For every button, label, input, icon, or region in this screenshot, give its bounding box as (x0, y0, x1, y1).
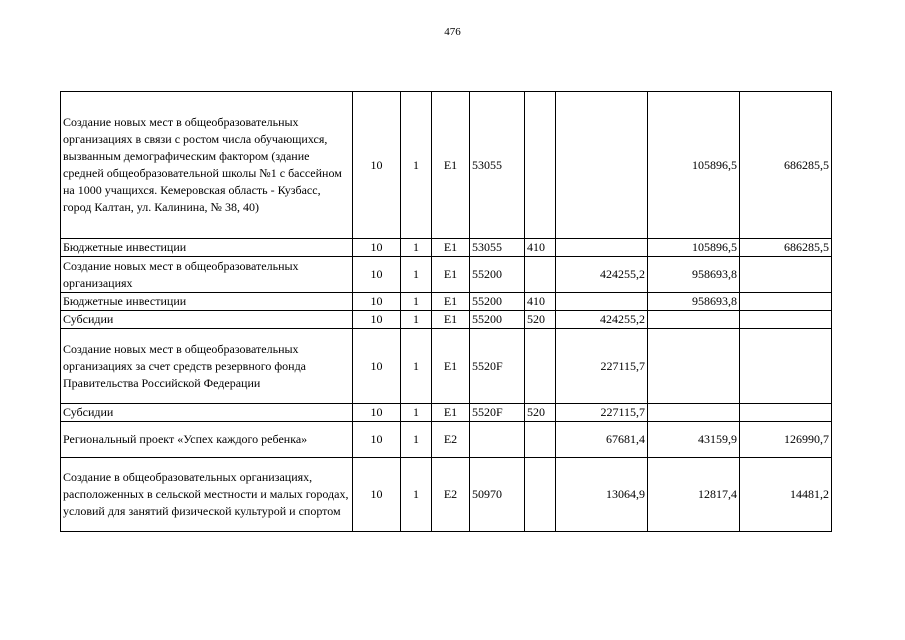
year-2-amount: 105896,5 (648, 92, 740, 239)
budget-table-body (61, 92, 832, 532)
program-code: E1 (432, 404, 470, 422)
year-2-amount: 105896,5 (648, 239, 740, 257)
direction-code: 53055 (470, 92, 525, 239)
subsection-code: 1 (401, 458, 432, 532)
subsection-code: 1 (401, 293, 432, 311)
row-name: Субсидии (61, 311, 353, 329)
table-row (61, 92, 832, 239)
table-row (61, 458, 832, 532)
expense-type-code (525, 92, 556, 239)
program-code: E1 (432, 293, 470, 311)
direction-code: 50970 (470, 458, 525, 532)
year-1-amount: 227115,7 (556, 404, 648, 422)
subsection-code: 1 (401, 422, 432, 458)
program-code: E1 (432, 239, 470, 257)
expense-type-code (525, 458, 556, 532)
year-2-amount (648, 404, 740, 422)
year-2-amount: 958693,8 (648, 257, 740, 293)
year-1-amount (556, 293, 648, 311)
year-1-amount: 13064,9 (556, 458, 648, 532)
table-row (61, 239, 832, 257)
expense-type-code: 520 (525, 404, 556, 422)
year-3-amount (740, 257, 832, 293)
row-name: Создание новых мест в общеобразовательных организациях за счет средств резервного фонда Правительства Российской Федерации (61, 329, 353, 404)
subsection-code: 1 (401, 404, 432, 422)
table-row (61, 422, 832, 458)
program-code: E1 (432, 92, 470, 239)
budget-table (60, 91, 832, 532)
row-name: Бюджетные инвестиции (61, 239, 353, 257)
table-row (61, 293, 832, 311)
year-2-amount (648, 329, 740, 404)
subsection-code: 1 (401, 92, 432, 239)
page-number: 476 (444, 26, 461, 38)
expense-type-code: 410 (525, 239, 556, 257)
subsection-code: 1 (401, 329, 432, 404)
section-code: 10 (353, 239, 401, 257)
direction-code: 55200 (470, 293, 525, 311)
year-1-amount: 67681,4 (556, 422, 648, 458)
subsection-code: 1 (401, 239, 432, 257)
table-row (61, 329, 832, 404)
program-code: E1 (432, 311, 470, 329)
year-3-amount (740, 293, 832, 311)
direction-code: 5520F (470, 404, 525, 422)
program-code: E2 (432, 458, 470, 532)
program-code: E1 (432, 329, 470, 404)
expense-type-code (525, 257, 556, 293)
year-1-amount: 227115,7 (556, 329, 648, 404)
year-3-amount (740, 404, 832, 422)
direction-code: 55200 (470, 311, 525, 329)
year-1-amount: 424255,2 (556, 311, 648, 329)
subsection-code: 1 (401, 311, 432, 329)
program-code: E2 (432, 422, 470, 458)
year-3-amount (740, 311, 832, 329)
year-3-amount: 686285,5 (740, 239, 832, 257)
year-2-amount: 43159,9 (648, 422, 740, 458)
subsection-code: 1 (401, 257, 432, 293)
section-code: 10 (353, 311, 401, 329)
year-1-amount: 424255,2 (556, 257, 648, 293)
expense-type-code (525, 329, 556, 404)
section-code: 10 (353, 404, 401, 422)
expense-type-code (525, 422, 556, 458)
section-code: 10 (353, 458, 401, 532)
year-2-amount: 12817,4 (648, 458, 740, 532)
direction-code: 55200 (470, 257, 525, 293)
row-name: Создание в общеобразовательных организациях, расположенных в сельской местности и малых городах, условий для занятий физической культурой и спортом (61, 458, 353, 532)
row-name: Бюджетные инвестиции (61, 293, 353, 311)
year-2-amount (648, 311, 740, 329)
direction-code (470, 422, 525, 458)
direction-code: 5520F (470, 329, 525, 404)
table-row (61, 311, 832, 329)
section-code: 10 (353, 92, 401, 239)
program-code: E1 (432, 257, 470, 293)
expense-type-code: 520 (525, 311, 556, 329)
section-code: 10 (353, 422, 401, 458)
direction-code: 53055 (470, 239, 525, 257)
section-code: 10 (353, 257, 401, 293)
row-name: Создание новых мест в общеобразовательных организациях (61, 257, 353, 293)
year-3-amount (740, 329, 832, 404)
year-2-amount: 958693,8 (648, 293, 740, 311)
row-name: Региональный проект «Успех каждого ребенка» (61, 422, 353, 458)
year-3-amount: 14481,2 (740, 458, 832, 532)
year-3-amount: 126990,7 (740, 422, 832, 458)
table-row (61, 404, 832, 422)
year-1-amount (556, 239, 648, 257)
row-name: Субсидии (61, 404, 353, 422)
section-code: 10 (353, 329, 401, 404)
table-row (61, 257, 832, 293)
row-name: Создание новых мест в общеобразовательных организациях в связи с ростом числа обучающихся, вызванным демографическим фактором (здание средней общеобразовательной школы №1 с бассейном на 1000 учащихся. Кемеровская область - Кузбасс, город Калтан, ул. Калинина, № 38, 40) (61, 92, 353, 239)
year-3-amount: 686285,5 (740, 92, 832, 239)
expense-type-code: 410 (525, 293, 556, 311)
section-code: 10 (353, 293, 401, 311)
year-1-amount (556, 92, 648, 239)
